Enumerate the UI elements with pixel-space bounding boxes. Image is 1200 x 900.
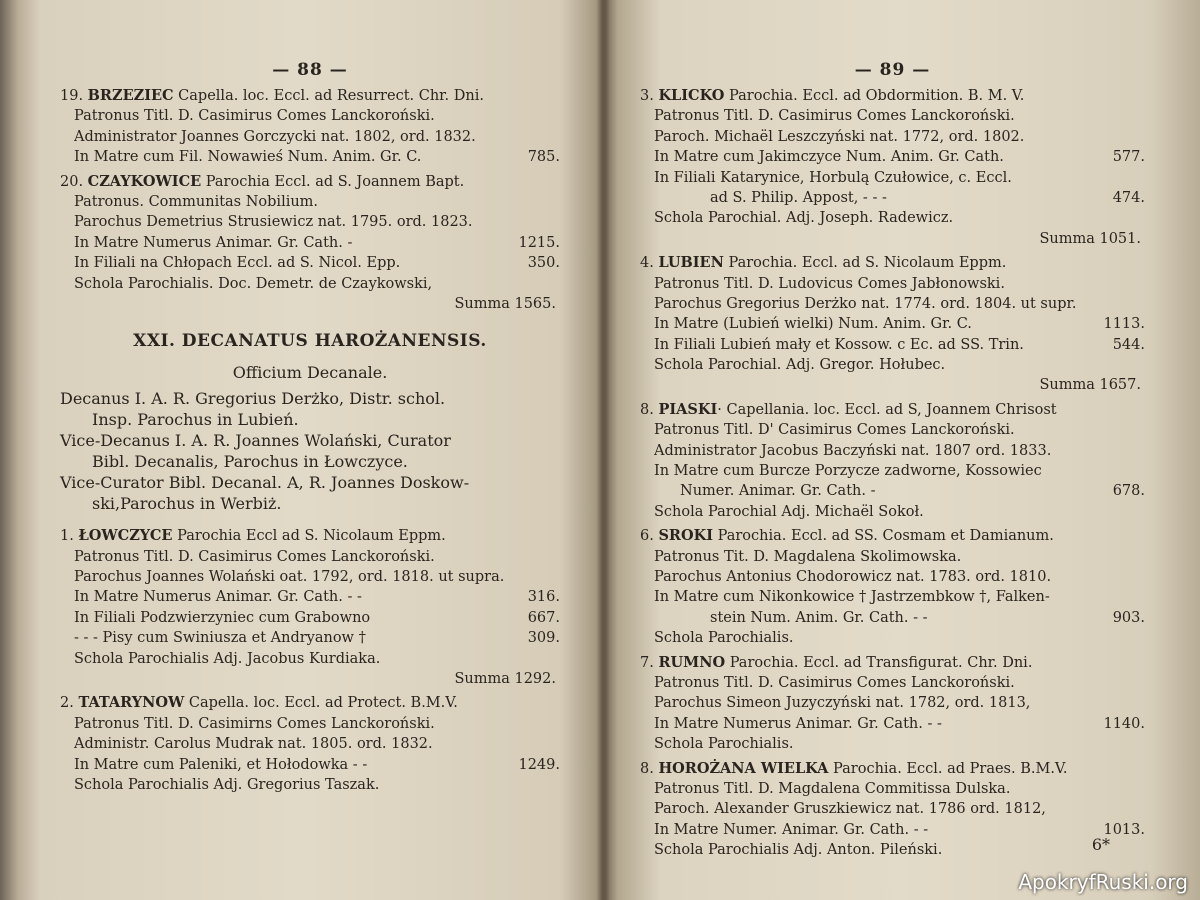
parish-name: RUMNO [658,653,726,671]
entry-line [60,192,560,212]
entry-line-text: - - - Pisy cum Swiniusza et Andryanow † [74,630,366,647]
entry-line-number [1139,168,1145,188]
entry-line-number [554,212,560,232]
entry-line-text: Schola Parochial. Adj. Gregor. Hołubec. [654,357,946,374]
entry-number: 3. [640,88,659,104]
left-entries-top [60,86,560,318]
entry-line-text: In Matre cum Paleniki, et Hołodowka - - [74,756,368,773]
entry-line-number [1139,441,1145,461]
parish-name: SROKI [658,527,713,545]
entry-line-number: 544. [1112,336,1145,353]
entry-number: 8. [640,760,659,777]
entry-line [640,840,1145,860]
entry-line-number [1139,628,1145,648]
parish-name: BRZEZIEC [87,87,174,104]
entry-line [60,587,560,607]
entry-line [640,547,1145,567]
entry-line-number [1139,106,1145,126]
entry-number: 19. [60,88,88,104]
parish-name: ŁOWCZYCE [78,527,173,545]
entry-line-number: 474. [1112,189,1145,206]
entry-line-number [1139,567,1145,587]
entry-line-number: 1249. [518,756,560,773]
entry-line-text: ad S. Philip. Appost, - - - [710,189,887,206]
entry-line-number [1139,673,1145,693]
entry-line-number [1139,779,1145,799]
page-number-right: — 89 — [854,60,931,80]
entry-line-text: stein Num. Anim. Gr. Cath. - - [710,609,928,626]
entry-line [640,335,1145,355]
book-spine [596,0,610,900]
entry-number: 8. [640,401,659,418]
entry-line-number [1139,502,1145,522]
entry-line [640,693,1145,713]
entry-line-text: Parochus Gregorius Derżko nat. 1774. ord. 1804. ut supr. [654,295,1077,312]
officium-line-continued: ski,Parochus in Werbiż. [92,494,282,514]
entry-line [640,820,1145,840]
parish-name: CZAYKOWICE [87,172,202,190]
entry-line-number: 785. [527,149,560,166]
entry-heading [60,86,560,106]
entry-line-text: Schola Parochialis. [654,630,794,647]
entry-line-number [1139,274,1145,294]
entry-line [640,628,1145,648]
entry-line-text: Patronus Tit. D. Magdalena Skolimowska. [654,548,962,565]
entry-line-text: Patronus Titl. D. Ludovicus Comes Jabłonowski. [654,275,1005,292]
entry-heading [640,653,1145,673]
entry-line-text: Parochus Joannes Wolański oat. 1792, ord. 1818. ut supra. [74,569,505,586]
entry-description: Parochia. Eccl. ad Praes. B.M.V. [828,760,1068,777]
entry-line-text: Parochus Antonius Chodorowicz nat. 1783. ord. 1810. [654,568,1052,585]
entry-line-number [1139,208,1145,228]
right-entries [640,86,1145,864]
left-page [60,60,560,799]
entry-description: Capella. loc. Eccl. ad Resurrect. Chr. Dni. [173,88,484,104]
entry-line [640,481,1145,501]
entry-line [640,799,1145,819]
entry-line [640,168,1145,188]
section-subtitle: Officium Decanale. [232,363,388,383]
officium-line: Decanus I. A. R. Gregorius Derżko, Distr. schol. [60,389,446,409]
entry-heading [60,526,560,546]
parish-name: LUBIEN [658,254,724,272]
entry-line-text: Schola Parochialis Adj. Jacobus Kurdiaka. [74,650,381,667]
entry-description: Capella. loc. Eccl. ad Protect. B.M.V. [184,695,458,712]
entry-line-text: Schola Parochial. Adj. Joseph. Radewicz. [654,210,954,227]
entry-line-text: Patronus Titl. D. Casimirus Comes Lanckoroński. [74,108,435,125]
entry-number: 6. [640,528,659,545]
entry-line [640,673,1145,693]
entry-line [60,233,560,253]
entry-line [60,212,560,232]
entry-number: 7. [640,654,659,671]
entry-line-text: Schola Parochialis. Doc. Demetr. de Czaykowski, [74,275,433,292]
entry-number: 1. [60,528,79,545]
entry-line-number [1139,840,1145,860]
entry-line-number: 1113. [1103,316,1145,333]
entry-line [640,567,1145,587]
entry-line [640,274,1145,294]
entry-line-number [1139,799,1145,819]
entry-line [640,608,1145,628]
entry-line-number: 350. [527,255,560,272]
entry-line [60,649,560,669]
officium-line-continued: Bibl. Decanalis, Parochus in Łowczyce. [92,452,408,472]
entry-line [640,355,1145,375]
entry-line-text: In Matre cum Nikonkowice † Jastrzembkow †, Falken- [654,589,1050,606]
entry-line-text: In Filiali Katarynice, Horbulą Czułowice, c. Eccl. [654,169,1012,186]
entry-line-text: In Matre Numerus Animar. Gr. Cath. - - [654,715,942,732]
entry-line-text: Patronus Titl. D. Casimirus Comes Lanckoroński. [654,674,1015,691]
page-number-left: — 88 — [272,60,348,80]
entry-line [60,567,560,587]
entry-line [640,587,1145,607]
entry-line-text: In Matre cum Burcze Porzycze zadworne, Kossowiec [654,463,1042,480]
entry-line-text: Patronus Titl. D. Casimirus Comes Lanckoroński. [74,548,435,565]
entry-line-number [554,127,560,147]
entry-line [640,461,1145,481]
entry-line-number [1139,461,1145,481]
entry-heading [640,253,1145,273]
entry-line [640,314,1145,334]
entry-line [60,775,560,795]
entry-line-text: In Filiali Lubień mały et Kossow. c Ec. ad SS. Trin. [654,336,1024,353]
entry-line [640,106,1145,126]
entry-heading [640,759,1145,779]
entry-line-number: 1013. [1103,821,1145,838]
entry-line [640,420,1145,440]
entry-heading [60,693,560,713]
entry-line [60,253,560,273]
officium-line: Vice-Decanus I. A. R. Joannes Wolański, Curator [60,431,451,451]
entry-line [640,734,1145,754]
entry-line-text: Numer. Animar. Gr. Cath. - [680,483,876,500]
entry-line-number [1139,127,1145,147]
entry-line-text: Patronus Titl. D. Magdalena Commitissa Dulska. [654,780,1011,797]
entry-line [60,127,560,147]
entry-line [640,188,1145,208]
entry-line-number: 309. [527,630,560,647]
right-page [640,60,1145,864]
entry-line-text: Administrator Jacobus Baczyński nat. 1807 ord. 1833. [654,442,1052,459]
entry-description: · Capellania. loc. Eccl. ad S, Joannem Chrisost [717,401,1057,418]
entry-line [60,608,560,628]
entry-line [640,441,1145,461]
entry-line-text: Patronus Titl. D. Casimirus Comes Lanckoroński. [654,108,1015,125]
entry-line [60,147,560,167]
entry-line-text: Paroch. Michaël Leszczyński nat. 1772, ord. 1802. [654,128,1025,145]
entry-line-text: Patronus. Communitas Nobilium. [74,193,319,210]
entry-number: 20. [60,173,88,190]
entry-description: Parochia Eccl. ad S. Joannem Bapt. [201,173,465,190]
signature-mark: 6* [1091,835,1110,854]
entry-summa: Summa 1565. [454,295,556,312]
entry-heading [640,86,1145,106]
entry-summa: Summa 1051. [1039,230,1141,247]
entry-line [60,628,560,648]
officium-line-continued: Insp. Parochus in Lubień. [92,410,299,430]
left-entries-bottom [60,526,560,799]
entry-line [60,734,560,754]
entry-line-number: 577. [1112,149,1145,166]
entry-line-number: 678. [1112,483,1145,500]
entry-line [640,147,1145,167]
entry-description: Parochia Eccl ad S. Nicolaum Eppm. [172,528,446,545]
entry-line [60,547,560,567]
entry-line-number [554,547,560,567]
entry-description: Parochia. Eccl. ad S. Nicolaum Eppm. [723,255,1007,272]
entry-line-number [1139,420,1145,440]
entry-line [640,294,1145,314]
entry-line [640,779,1145,799]
parish-name: HOROŻANA WIELKA [658,759,829,777]
entry-line-text: Paroch. Alexander Gruszkiewicz nat. 1786 ord. 1812, [654,801,1046,818]
entry-line [640,502,1145,522]
entry-line-number: 903. [1112,609,1145,626]
entry-line-text: Schola Parochialis Adj. Anton. Pileński. [654,842,943,859]
entry-line-number [1139,587,1145,607]
parish-name: PIASKI [658,400,718,418]
entry-number: 2. [60,695,79,712]
entry-line [640,208,1145,228]
entry-heading [640,400,1145,420]
entry-line-text: Patronus Titl. D' Casimirus Comes Lanckoroński. [654,422,1015,439]
entry-summa: Summa 1657. [1039,377,1141,394]
entry-line-number [554,274,560,294]
entry-line-number: 1215. [518,234,560,251]
entry-line-text: Schola Parochialis Adj. Gregorius Taszak. [74,776,380,793]
entry-line-number [554,192,560,212]
entry-line-text: In Matre Numerus Animar. Gr. Cath. - - [74,589,362,606]
entry-description: Parochia. Eccl. ad SS. Cosmam et Damianum. [713,528,1054,545]
entry-line-number [554,714,560,734]
entry-line-text: In Matre (Lubień wielki) Num. Anim. Gr. C. [654,316,972,333]
entry-line [640,127,1145,147]
section-title: XXI. DECANATUS HAROŻANENSIS. [133,331,487,352]
officium-list [60,388,560,514]
entry-line-text: Parochus Simeon Juzyczyński nat. 1782, ord. 1813, [654,695,1031,712]
entry-line-number [554,649,560,669]
entry-line-text: Patronus Titl. D. Casimirns Comes Lanckoroński. [74,715,435,732]
entry-line [60,755,560,775]
entry-line-number: 1140. [1103,715,1145,732]
entry-heading [640,526,1145,546]
parish-name: TATARYNOW [78,694,185,712]
entry-line-text: In Matre cum Fil. Nowawieś Num. Anim. Gr. C. [74,149,422,166]
entry-line-text: Schola Parochialis. [654,736,794,753]
entry-line-text: Administrator Joannes Gorczycki nat. 1802, ord. 1832. [74,128,476,145]
entry-description: Parochia. Eccl. ad Obdormition. B. M. V. [724,88,1025,104]
entry-summa: Summa 1292. [454,671,556,688]
entry-line-number [554,106,560,126]
entry-line-number [554,567,560,587]
watermark: ApokryfRuski.org [1018,870,1188,894]
entry-line-text: In Filiali na Chłopach Eccl. ad S. Nicol. Epp. [74,255,401,272]
parish-name: KLICKO [658,87,725,104]
entry-line-number [554,734,560,754]
entry-line [60,106,560,126]
entry-line-number [1139,355,1145,375]
entry-description: Parochia. Eccl. ad Transfigurat. Chr. Dni. [725,654,1033,671]
entry-line-text: In Matre Numerus Animar. Gr. Cath. - [74,234,353,251]
entry-line [60,714,560,734]
entry-line-number [554,775,560,795]
entry-line-text: Administr. Carolus Mudrak nat. 1805. ord. 1832. [74,736,433,753]
entry-heading [60,172,560,192]
entry-line [640,714,1145,734]
officium-line: Vice-Curator Bibl. Decanal. A, R. Joannes Doskow- [60,473,470,493]
entry-line-text: In Matre cum Jakimczyce Num. Anim. Gr. Cath. [654,149,1004,166]
entry-line-number [1139,294,1145,314]
entry-line [60,274,560,294]
entry-line-text: In Filiali Podzwierzyniec cum Grabowno [74,609,371,626]
entry-number: 4. [640,255,659,272]
entry-line-number: 667. [527,609,560,626]
entry-line-text: Schola Parochial Adj. Michaël Sokoł. [654,503,924,520]
entry-line-number [1139,693,1145,713]
entry-line-number: 316. [527,589,560,606]
entry-line-number [1139,734,1145,754]
entry-line-text: In Matre Numer. Animar. Gr. Cath. - - [654,821,929,838]
entry-line-text: Parochus Demetrius Strusiewicz nat. 1795. ord. 1823. [74,214,473,231]
entry-line-number [1139,547,1145,567]
